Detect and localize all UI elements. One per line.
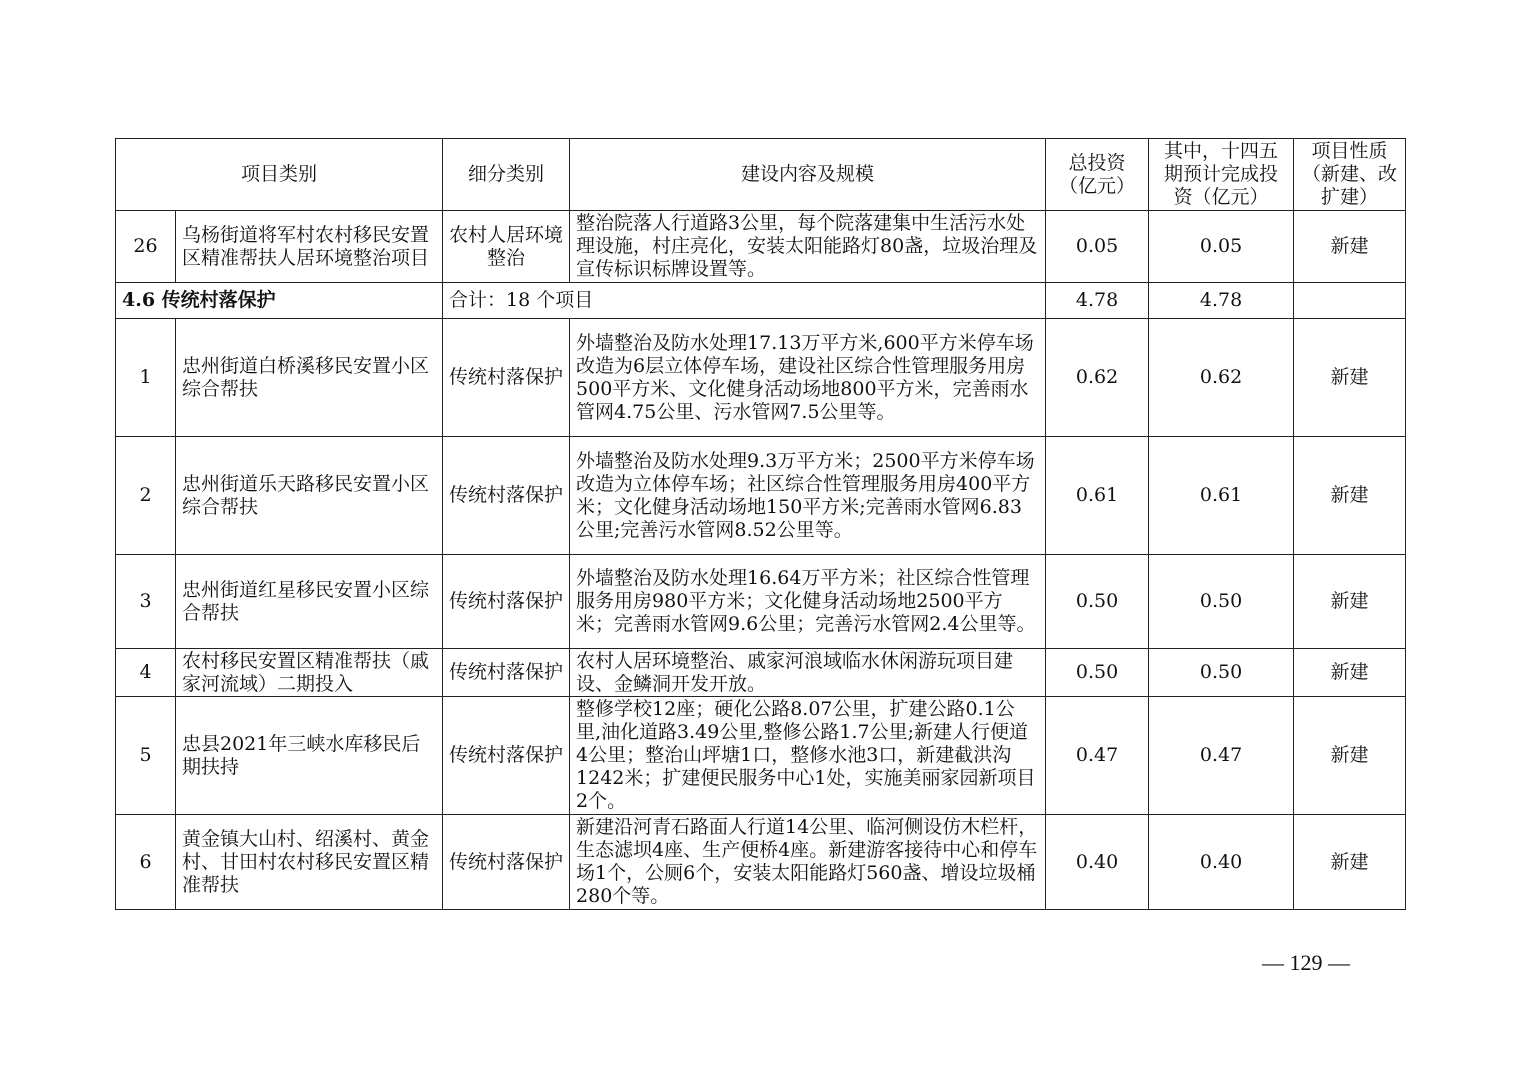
project-subcategory: 传统村落保护 bbox=[443, 555, 570, 649]
project-name: 忠州街道乐天路移民安置小区综合帮扶 bbox=[176, 437, 443, 555]
table-row bbox=[116, 211, 1406, 283]
table-row bbox=[116, 555, 1406, 649]
header-fiveyear: 其中，十四五期预计完成投资（亿元） bbox=[1149, 139, 1294, 211]
project-name: 黄金镇大山村、绍溪村、黄金村、甘田村农村移民安置区精准帮扶 bbox=[176, 815, 443, 910]
project-nature: 新建 bbox=[1294, 211, 1406, 283]
header-total: 总投资（亿元） bbox=[1046, 139, 1149, 211]
section-count: 合计：18 个项目 bbox=[443, 283, 1046, 319]
project-nature: 新建 bbox=[1294, 437, 1406, 555]
project-total: 0.50 bbox=[1046, 555, 1149, 649]
project-subcategory: 农村人居环境整治 bbox=[443, 211, 570, 283]
project-name: 忠州街道红星移民安置小区综合帮扶 bbox=[176, 555, 443, 649]
project-nature: 新建 bbox=[1294, 815, 1406, 910]
project-subcategory: 传统村落保护 bbox=[443, 815, 570, 910]
section-title: 4.6 传统村落保护 bbox=[116, 283, 443, 319]
project-nature: 新建 bbox=[1294, 697, 1406, 815]
header-category: 项目类别 bbox=[116, 139, 443, 211]
project-fiveyear: 0.40 bbox=[1149, 815, 1294, 910]
project-total: 0.50 bbox=[1046, 649, 1149, 697]
project-total: 0.62 bbox=[1046, 319, 1149, 437]
table-row bbox=[116, 649, 1406, 697]
project-total: 0.40 bbox=[1046, 815, 1149, 910]
project-subcategory: 传统村落保护 bbox=[443, 437, 570, 555]
project-table bbox=[115, 138, 1406, 910]
row-number: 2 bbox=[116, 437, 176, 555]
header-row bbox=[116, 139, 1406, 211]
project-total: 0.61 bbox=[1046, 437, 1149, 555]
project-fiveyear: 0.50 bbox=[1149, 649, 1294, 697]
project-fiveyear: 0.50 bbox=[1149, 555, 1294, 649]
project-fiveyear: 0.47 bbox=[1149, 697, 1294, 815]
header-nature: 项目性质（新建、改扩建） bbox=[1294, 139, 1406, 211]
project-content: 整修学校12座；硬化公路8.07公里，扩建公路0.1公里,油化道路3.49公里,整修公路1.7公里;新建人行便道4公里；整治山坪塘1口，整修水池3口，新建截洪沟1242米；扩建便民服务中心1处，实施美丽家园新项目2个。 bbox=[570, 697, 1046, 815]
project-fiveyear: 0.61 bbox=[1149, 437, 1294, 555]
section-row bbox=[116, 283, 1406, 319]
table-row bbox=[116, 437, 1406, 555]
row-number: 4 bbox=[116, 649, 176, 697]
section-total: 4.78 bbox=[1046, 283, 1149, 319]
project-subcategory: 传统村落保护 bbox=[443, 649, 570, 697]
project-total: 0.05 bbox=[1046, 211, 1149, 283]
project-content: 新建沿河青石路面人行道14公里、临河侧设仿木栏杆，生态滤坝4座、生产便桥4座。新建游客接待中心和停车场1个，公厕6个，安装太阳能路灯560盏、增设垃圾桶280个等。 bbox=[570, 815, 1046, 910]
project-content: 外墙整治及防水处理9.3万平方米；2500平方米停车场改造为立体停车场；社区综合性管理服务用房400平方米；文化健身活动场地150平方米;完善雨水管网6.83公里;完善污水管网8.52公里等。 bbox=[570, 437, 1046, 555]
project-nature: 新建 bbox=[1294, 319, 1406, 437]
project-subcategory: 传统村落保护 bbox=[443, 697, 570, 815]
header-content: 建设内容及规模 bbox=[570, 139, 1046, 211]
table-row bbox=[116, 815, 1406, 910]
project-nature: 新建 bbox=[1294, 649, 1406, 697]
project-content: 外墙整治及防水处理16.64万平方米；社区综合性管理服务用房980平方米；文化健身活动场地2500平方米；完善雨水管网9.6公里；完善污水管网2.4公里等。 bbox=[570, 555, 1046, 649]
project-name: 乌杨街道将军村农村移民安置区精准帮扶人居环境整治项目 bbox=[176, 211, 443, 283]
project-content: 整治院落人行道路3公里，每个院落建集中生活污水处理设施，村庄亮化，安装太阳能路灯80盏，垃圾治理及宣传标识标牌设置等。 bbox=[570, 211, 1046, 283]
row-number: 3 bbox=[116, 555, 176, 649]
table-row bbox=[116, 697, 1406, 815]
project-name: 忠州街道白桥溪移民安置小区综合帮扶 bbox=[176, 319, 443, 437]
row-number: 6 bbox=[116, 815, 176, 910]
section-fiveyear: 4.78 bbox=[1149, 283, 1294, 319]
page-number: — 129 — bbox=[1262, 950, 1350, 975]
project-name: 农村移民安置区精准帮扶（戚家河流域）二期投入 bbox=[176, 649, 443, 697]
section-nature bbox=[1294, 283, 1406, 319]
project-nature: 新建 bbox=[1294, 555, 1406, 649]
row-number: 1 bbox=[116, 319, 176, 437]
project-fiveyear: 0.62 bbox=[1149, 319, 1294, 437]
project-total: 0.47 bbox=[1046, 697, 1149, 815]
project-name: 忠县2021年三峡水库移民后期扶持 bbox=[176, 697, 443, 815]
row-number: 26 bbox=[116, 211, 176, 283]
project-fiveyear: 0.05 bbox=[1149, 211, 1294, 283]
project-subcategory: 传统村落保护 bbox=[443, 319, 570, 437]
row-number: 5 bbox=[116, 697, 176, 815]
header-subcategory: 细分类别 bbox=[443, 139, 570, 211]
project-content: 外墙整治及防水处理17.13万平方米,600平方米停车场改造为6层立体停车场，建设社区综合性管理服务用房500平方米、文化健身活动场地800平方米，完善雨水管网4.75公里、污水管网7.5公里等。 bbox=[570, 319, 1046, 437]
table-row bbox=[116, 319, 1406, 437]
project-content: 农村人居环境整治、戚家河浪域临水休闲游玩项目建设、金鳞洞开发开放。 bbox=[570, 649, 1046, 697]
